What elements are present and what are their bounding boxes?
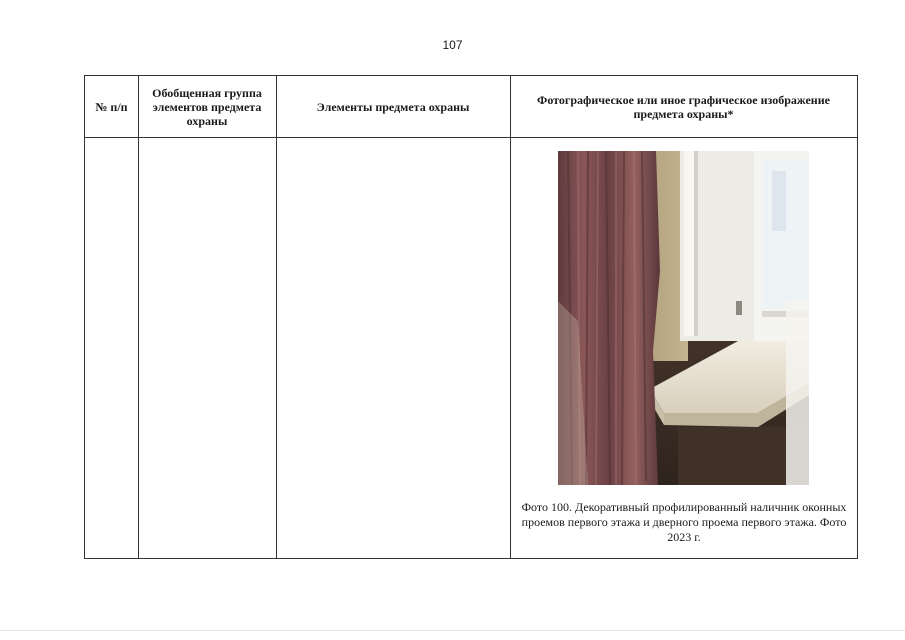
column-divider [276, 76, 277, 558]
window-photo-graphic [558, 151, 809, 485]
header-group: Обобщенная группа элементов предмета охраны [152, 85, 262, 128]
page-bottom-edge [0, 630, 905, 631]
header-elements: Элементы предмета охраны [316, 99, 470, 114]
sheer-curtain [786, 301, 809, 485]
window-photo [558, 151, 809, 485]
protection-elements-table [84, 75, 858, 559]
header-divider [85, 137, 857, 138]
photo-caption: Фото 100. Декоративный профилированный наличник оконных проемов первого этажа и дверного проема первого этажа. Фото 2023 г. [521, 500, 847, 544]
column-divider [138, 76, 139, 558]
header-number: № п/п [95, 99, 128, 114]
window-casing [684, 151, 694, 336]
page-number: 107 [442, 38, 463, 52]
window-hinge [736, 301, 742, 315]
column-divider [510, 76, 511, 558]
header-photo: Фотографическое или иное графическое изображение предмета охраны* [537, 92, 830, 121]
